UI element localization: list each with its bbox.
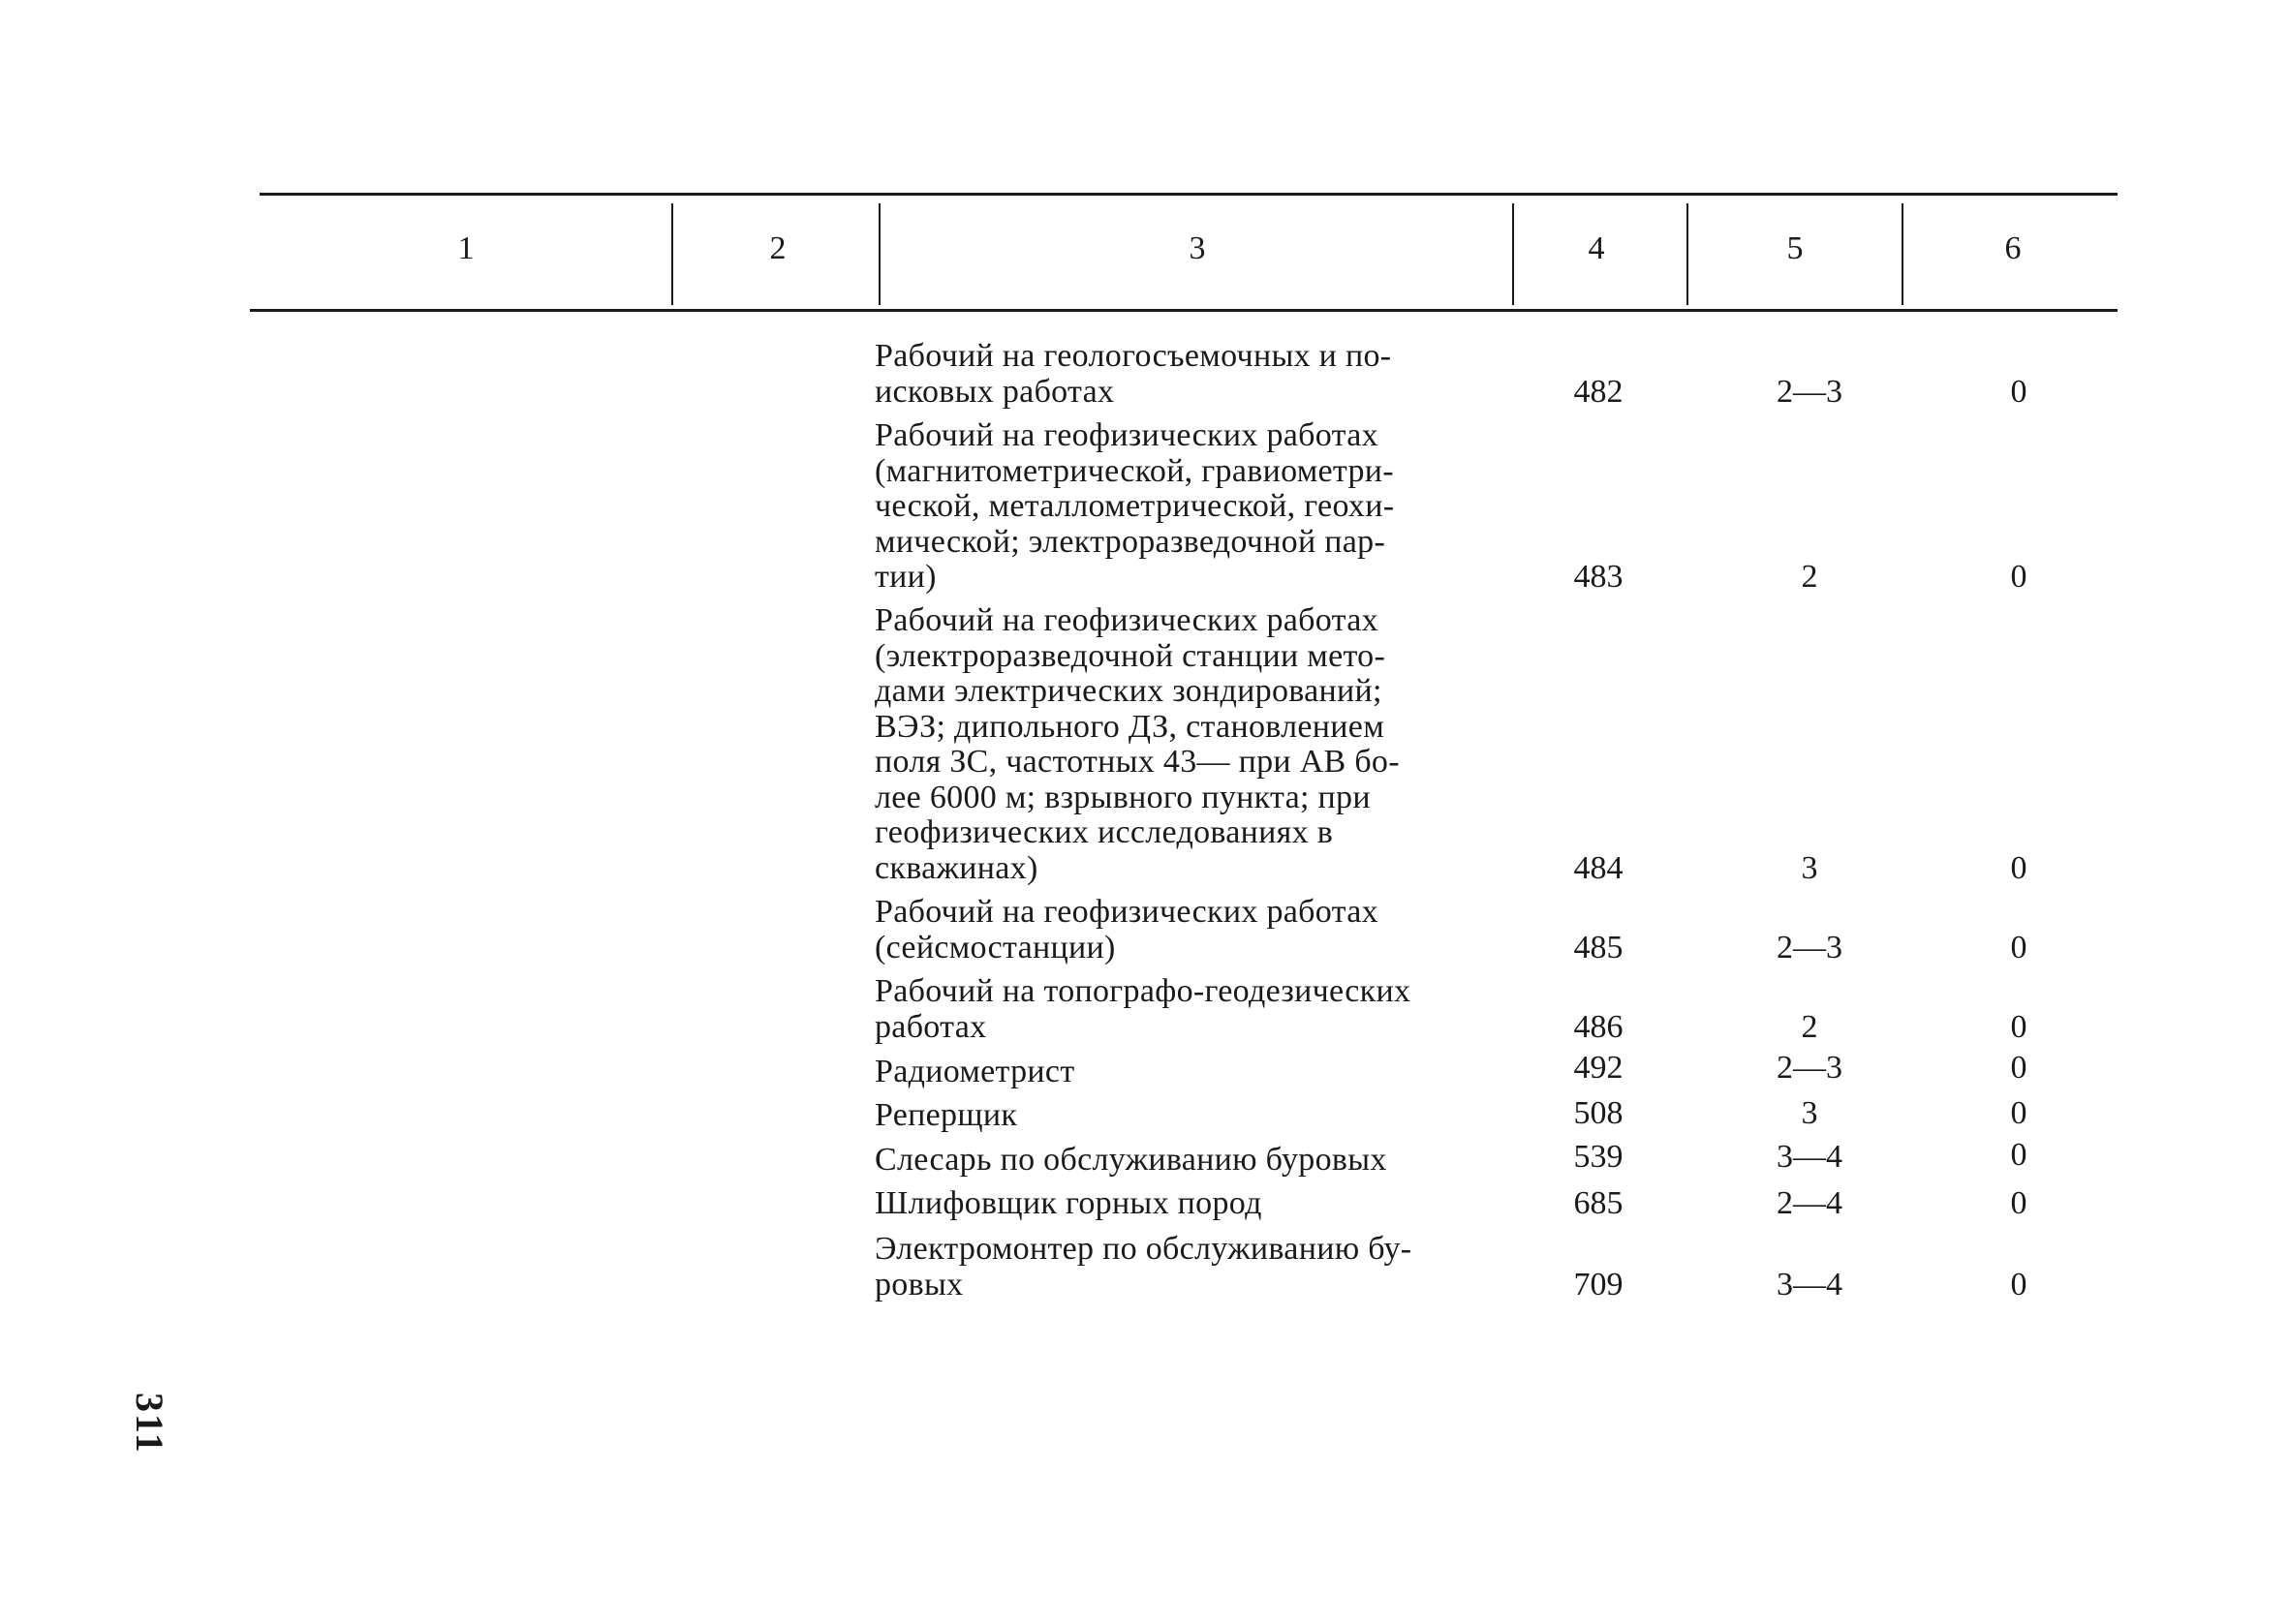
column-header-5: 5 <box>1786 230 1804 266</box>
table-top-rule <box>260 193 2118 196</box>
row-description: Радиометрист <box>875 1054 1075 1089</box>
row-description: Рабочий на геофизических работах (сейсмостанции) <box>875 894 1378 965</box>
column-header-3: 3 <box>1189 230 1206 266</box>
header-divider-2 <box>879 203 881 305</box>
row-description: Слесарь по обслуживанию буровых <box>875 1142 1387 1178</box>
row-description: Реперщик <box>875 1097 1018 1133</box>
row-code: 486 <box>1573 1008 1624 1045</box>
row-range: 2—3 <box>1777 1050 1842 1086</box>
row-code: 482 <box>1573 373 1624 410</box>
row-code: 508 <box>1573 1095 1624 1131</box>
header-divider-3 <box>1512 203 1514 305</box>
row-range: 2—4 <box>1777 1185 1842 1221</box>
row-description: Электромонтер по обслуживанию бу- ровых <box>875 1231 1412 1302</box>
row-code: 539 <box>1573 1139 1624 1175</box>
row-value: 0 <box>2010 373 2027 410</box>
row-description: Рабочий на топографо-геодезических работах <box>875 973 1411 1045</box>
table-header-bottom-rule <box>250 309 2118 312</box>
page-number: 311 <box>128 1393 171 1455</box>
row-value: 0 <box>2010 1266 2027 1302</box>
row-range: 2—3 <box>1777 373 1842 410</box>
row-range: 3—4 <box>1777 1139 1842 1175</box>
row-code: 492 <box>1573 1050 1624 1086</box>
row-code: 483 <box>1573 559 1624 595</box>
row-value: 0 <box>2010 1008 2027 1045</box>
column-header-1: 1 <box>457 230 475 266</box>
row-description: Рабочий на геофизических работах (электроразведочной станции мето- дами электрических зондирований; ВЭЗ; дипольного ДЗ, становлением поля ЗС, частотных 43— при АВ бо- лее 6000 м; взрывного пункта; при геофизических исследованиях в скважинах) <box>875 602 1400 886</box>
row-range: 3—4 <box>1777 1266 1842 1302</box>
column-header-4: 4 <box>1588 230 1605 266</box>
column-header-6: 6 <box>2004 230 2022 266</box>
header-divider-1 <box>671 203 673 305</box>
row-range: 3 <box>1801 849 1818 886</box>
column-header-2: 2 <box>769 230 787 266</box>
header-divider-5 <box>1902 203 1903 305</box>
row-description: Рабочий на геологосъемочных и по- исковых работах <box>875 338 1392 410</box>
row-code: 685 <box>1573 1185 1624 1221</box>
row-value: 0 <box>2010 1185 2027 1221</box>
row-value: 0 <box>2010 1050 2027 1086</box>
row-value: 0 <box>2010 1137 2027 1173</box>
row-code: 484 <box>1573 849 1624 886</box>
row-range: 3 <box>1801 1095 1818 1131</box>
row-code: 485 <box>1573 929 1624 965</box>
row-value: 0 <box>2010 849 2027 886</box>
row-range: 2—3 <box>1777 929 1842 965</box>
row-code: 709 <box>1573 1266 1624 1302</box>
header-divider-4 <box>1686 203 1688 305</box>
row-range: 2 <box>1801 1008 1818 1045</box>
row-value: 0 <box>2010 559 2027 595</box>
row-value: 0 <box>2010 929 2027 965</box>
row-value: 0 <box>2010 1095 2027 1131</box>
row-description: Шлифовщик горных пород <box>875 1185 1262 1221</box>
row-range: 2 <box>1801 559 1818 595</box>
row-description: Рабочий на геофизических работах (магнитометрической, гравиометри- ческой, металлометрической, геохи- мической; электроразведочной пар- тии) <box>875 417 1395 595</box>
